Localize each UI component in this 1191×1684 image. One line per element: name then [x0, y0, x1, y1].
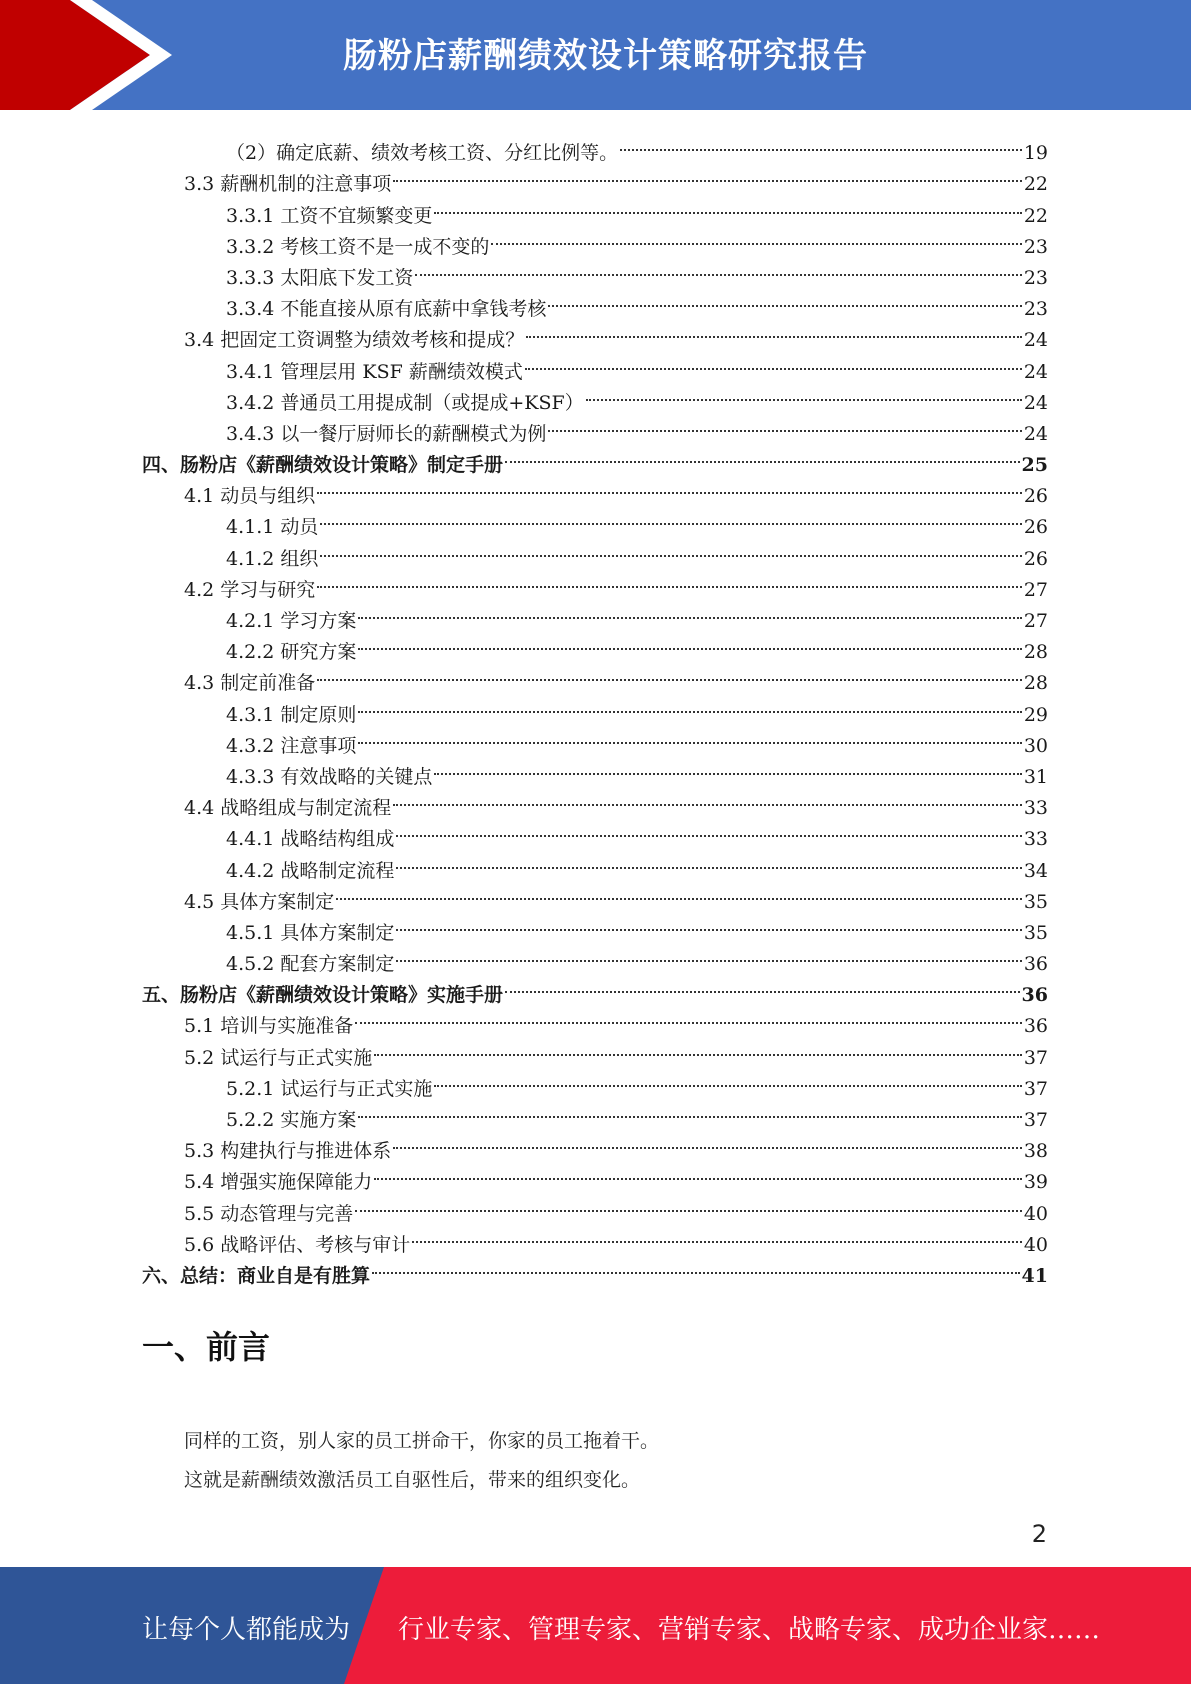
toc-entry-page: 30: [1023, 734, 1048, 757]
toc-entry-page: 35: [1023, 890, 1048, 913]
toc-entry-title: 5.3 构建执行与推进体系: [184, 1140, 392, 1163]
toc-entry-title: 4.4 战略组成与制定流程: [184, 797, 392, 820]
toc-entry-page: 40: [1023, 1233, 1048, 1256]
toc-dot-leader: [548, 409, 1021, 440]
toc-dot-leader: [434, 752, 1021, 783]
table-of-contents: [142, 128, 1048, 1287]
toc-dot-leader: [415, 253, 1021, 284]
toc-entry-page: 29: [1023, 703, 1048, 726]
toc-dot-leader: [434, 190, 1021, 221]
toc-entry-title: 5.6 战略评估、考核与审计: [184, 1233, 411, 1256]
toc-entry-title: 3.3.2 考核工资不是一成不变的: [226, 235, 490, 258]
toc-dot-leader: [396, 845, 1021, 876]
toc-entry-page: 36: [1023, 1015, 1048, 1038]
toc-entry-page: 36: [1021, 984, 1048, 1007]
toc-entry-title: 3.3.1 工资不宜频繁变更: [226, 204, 433, 227]
toc-entry-page: 33: [1023, 797, 1048, 820]
toc-entry-title: 4.3.1 制定原则: [226, 703, 357, 726]
footer-slogan-right: 行业专家、管理专家、营销专家、战略专家、成功企业家……: [398, 1615, 1101, 1645]
toc-dot-leader: [355, 1001, 1022, 1032]
toc-dot-leader: [355, 1188, 1022, 1219]
toc-entry-page: 23: [1023, 298, 1048, 321]
toc-entry-page: 26: [1023, 516, 1048, 539]
toc-dot-leader: [372, 1251, 1020, 1282]
toc-dot-leader: [393, 1126, 1022, 1157]
toc-entry-page: 19: [1023, 142, 1048, 165]
toc-entry-page: 41: [1021, 1264, 1048, 1287]
toc-dot-leader: [374, 1157, 1022, 1188]
toc-dot-leader: [396, 908, 1021, 939]
toc-dot-leader: [505, 970, 1020, 1001]
toc-dot-leader: [491, 222, 1021, 253]
toc-entry-page: 26: [1023, 485, 1048, 508]
toc-dot-leader: [412, 1220, 1022, 1251]
toc-entry-title: （2）确定底薪、绩效考核工资、分红比例等。: [226, 142, 619, 165]
toc-entry-page: 39: [1023, 1171, 1048, 1194]
toc-entry-title: 4.1.2 组织: [226, 547, 319, 570]
toc-entry-title: 六、总结：商业自是有胜算: [142, 1264, 371, 1287]
toc-dot-leader: [586, 378, 1022, 409]
toc-dot-leader: [525, 346, 1022, 377]
toc-entry-title: 4.2 学习与研究: [184, 578, 316, 601]
toc-entry-title: 3.4.2 普通员工用提成制（或提成+KSF）: [226, 391, 584, 414]
toc-entry[interactable]: [142, 128, 1048, 165]
toc-entry-page: 24: [1023, 391, 1048, 414]
toc-entry-title: 4.5.1 具体方案制定: [226, 921, 395, 944]
paragraph: 这就是薪酬绩效激活员工自驱性后，带来的组织变化。: [184, 1469, 641, 1491]
toc-dot-leader: [548, 284, 1021, 315]
toc-entry-page: 24: [1023, 422, 1048, 445]
toc-entry-title: 5.5 动态管理与完善: [184, 1202, 354, 1225]
toc-dot-leader: [358, 689, 1021, 720]
toc-dot-leader: [393, 159, 1022, 190]
toc-entry-page: 34: [1023, 859, 1048, 882]
toc-entry-title: 5.2.1 试运行与正式实施: [226, 1077, 433, 1100]
toc-entry-title: 4.3.3 有效战略的关键点: [226, 765, 433, 788]
toc-entry-title: 4.4.1 战略结构组成: [226, 828, 395, 851]
page-footer: [0, 1567, 1191, 1684]
toc-entry-title: 3.4 把固定工资调整为绩效考核和提成？: [184, 329, 525, 352]
toc-entry-page: 37: [1023, 1109, 1048, 1131]
footer-slogan-left: 让每个人都能成为: [142, 1615, 351, 1645]
toc-entry-page: 27: [1023, 578, 1048, 601]
toc-dot-leader: [505, 440, 1020, 471]
toc-dot-leader: [320, 502, 1021, 533]
toc-entry-title: 5.1 培训与实施准备: [184, 1015, 354, 1038]
toc-entry-page: 28: [1023, 641, 1048, 664]
toc-entry-title: 4.1 动员与组织: [184, 485, 316, 508]
section-heading: 一、前言: [142, 1328, 271, 1366]
toc-dot-leader: [396, 814, 1021, 845]
toc-entry-page: 36: [1023, 953, 1048, 976]
toc-entry-title: 3.3 薪酬机制的注意事项: [184, 173, 392, 196]
page-header: [0, 0, 1191, 110]
toc-dot-leader: [317, 658, 1022, 689]
toc-entry-page: 23: [1023, 235, 1048, 258]
toc-entry-title: 3.3.3 太阳底下发工资: [226, 266, 414, 289]
toc-entry-title: 3.3.4 不能直接从原有底薪中拿钱考核: [226, 298, 547, 321]
toc-dot-leader: [434, 1064, 1021, 1095]
toc-entry-page: 24: [1023, 329, 1048, 352]
toc-entry-page: 22: [1023, 204, 1048, 227]
toc-dot-leader: [317, 565, 1022, 596]
toc-entry-page: 35: [1023, 921, 1048, 944]
toc-entry-title: 4.4.2 战略制定流程: [226, 859, 395, 882]
toc-entry-title: 4.3 制定前准备: [184, 672, 316, 695]
toc-entry-page: 27: [1023, 610, 1048, 632]
toc-dot-leader: [336, 877, 1022, 908]
toc-dot-leader: [396, 939, 1021, 970]
toc-entry-page: 22: [1023, 173, 1048, 196]
toc-entry-title: 五、肠粉店《薪酬绩效设计策略》实施手册: [142, 984, 504, 1007]
toc-dot-leader: [358, 721, 1021, 752]
toc-entry-page: 25: [1021, 454, 1048, 477]
toc-entry-title: 4.5 具体方案制定: [184, 890, 335, 913]
toc-entry-title: 4.1.1 动员: [226, 516, 319, 539]
toc-entry-title: 四、肠粉店《薪酬绩效设计策略》制定手册: [142, 454, 504, 477]
toc-entry-page: 28: [1023, 672, 1048, 695]
toc-entry-page: 37: [1023, 1077, 1048, 1100]
toc-entry-title: 5.2 试运行与正式实施: [184, 1046, 373, 1069]
toc-entry-page: 38: [1023, 1140, 1048, 1163]
toc-entry-page: 24: [1023, 360, 1048, 383]
toc-entry-page: 37: [1023, 1046, 1048, 1069]
toc-entry-page: 33: [1023, 828, 1048, 851]
toc-entry-page: 26: [1023, 547, 1048, 570]
toc-dot-leader: [320, 533, 1021, 564]
paragraph: 同样的工资，别人家的员工拼命干，你家的员工拖着干。: [184, 1430, 660, 1452]
toc-dot-leader: [526, 315, 1022, 346]
toc-entry-page: 40: [1023, 1202, 1048, 1225]
page-number: 2: [1031, 1520, 1047, 1548]
toc-entry-page: 31: [1023, 765, 1048, 788]
toc-entry-title: 3.4.3 以一餐厅厨师长的薪酬模式为例: [226, 422, 547, 445]
toc-dot-leader: [317, 471, 1022, 502]
toc-entry-page: 23: [1023, 266, 1048, 289]
toc-dot-leader: [358, 596, 1021, 627]
toc-entry-title: 4.5.2 配套方案制定: [226, 953, 395, 976]
toc-dot-leader: [620, 128, 1022, 159]
toc-entry-title: 4.3.2 注意事项: [226, 734, 357, 757]
toc-entry-title: 5.4 增强实施保障能力: [184, 1171, 373, 1194]
document-title: 肠粉店薪酬绩效设计策略研究报告: [343, 36, 868, 76]
toc-entry-title: 5.2.2 实施方案: [226, 1109, 357, 1131]
toc-entry-title: 4.2.2 研究方案: [226, 641, 357, 664]
toc-dot-leader: [358, 1095, 1021, 1126]
toc-dot-leader: [393, 783, 1022, 814]
toc-entry-title: 4.2.1 学习方案: [226, 610, 357, 632]
toc-dot-leader: [374, 1032, 1022, 1063]
toc-dot-leader: [358, 627, 1021, 658]
toc-entry-title: 3.4.1 管理层用 KSF 薪酬绩效模式: [226, 360, 523, 383]
